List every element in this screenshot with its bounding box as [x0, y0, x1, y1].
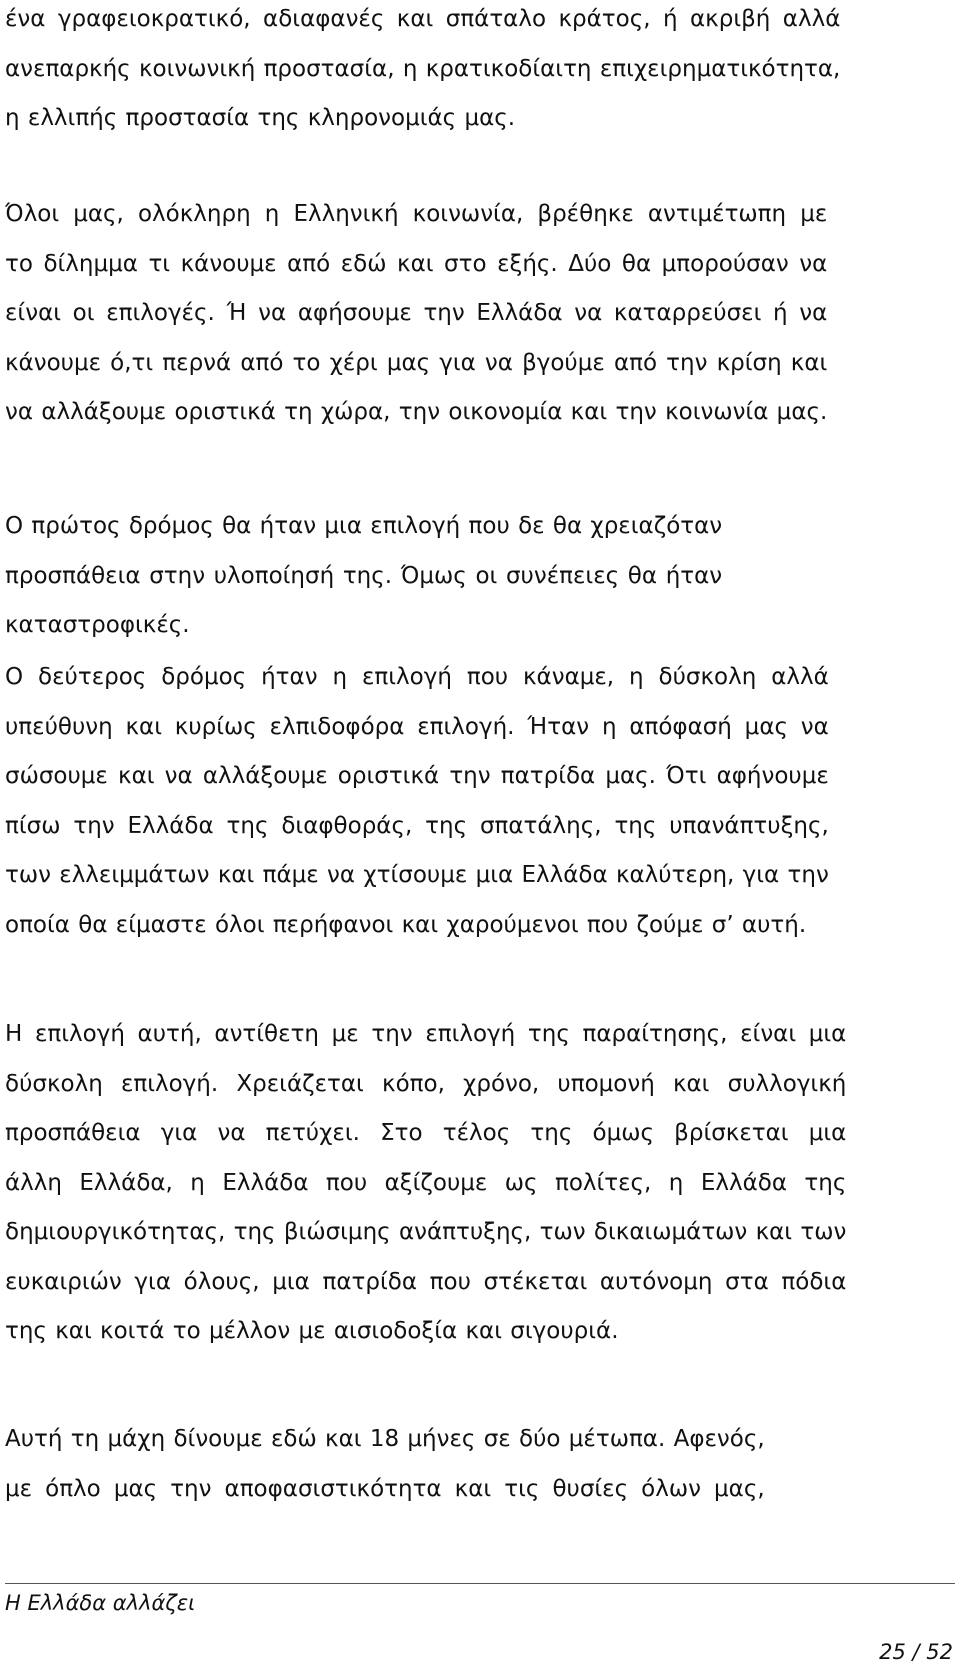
text-line: σώσουμε και να αλλάξουμε οριστικά την πατρίδα μας. Ότι αφήνουμε: [5, 763, 829, 789]
text-line: με όπλο μας την αποφασιστικότητα και τις θυσίες όλων μας,: [5, 1475, 765, 1502]
text-line: Ο δεύτερος δρόμος ήταν η επιλογή που κάναμε, η δύσκολη αλλά: [5, 664, 829, 690]
text-line: οποία θα είμαστε όλοι περήφανοι και χαρούμενοι που ζούμε σ’ αυτή.: [5, 911, 807, 938]
text-line: προσπάθεια για να πετύχει. Στο τέλος της όμως βρίσκεται μια: [5, 1120, 847, 1146]
text-line: άλλη Ελλάδα, η Ελλάδα που αξίζουμε ως πολίτες, η Ελλάδα της: [5, 1169, 847, 1196]
text-line: Ο πρώτος δρόμος θα ήταν μια επιλογή που δε θα χρειαζόταν: [5, 513, 723, 539]
text-line: ευκαιριών για όλους, μια πατρίδα που στέκεται αυτόνομη στα πόδια: [5, 1268, 847, 1295]
text-line: η ελλιπής προστασία της κληρονομιάς μας.: [5, 105, 516, 131]
footer-divider: [5, 1583, 955, 1584]
paragraph: [5, 0, 840, 144]
text-line: Αυτή τη μάχη δίνουμε εδώ και 18 μήνες σε δύο μέτωπα. Αφενός,: [5, 1426, 765, 1452]
text-line: καταστροφικές.: [5, 612, 190, 638]
paragraph: [5, 502, 722, 651]
text-line: πίσω την Ελλάδα της διαφθοράς, της σπατάλης, της υπανάπτυξης,: [5, 812, 829, 839]
text-line: κάνουμε ό,τι περνά από το χέρι μας για να βγούμε από την κρίση και: [5, 349, 828, 376]
text-line: προσπάθεια στην υλοποίησή της. Όμως οι συνέπειες θα ήταν: [5, 562, 723, 589]
paragraph: [5, 190, 827, 438]
text-line: το δίλημμα τι κάνουμε από εδώ και στο εξής. Δύο θα μπορούσαν να: [5, 250, 828, 277]
text-line: Η επιλογή αυτή, αντίθετη με την επιλογή της παραίτησης, είναι μια: [5, 1021, 847, 1047]
text-line: ανεπαρκής κοινωνική προστασία, η κρατικοδίαιτη επιχειρηματικότητα,: [5, 55, 841, 82]
text-line: δημιουργικότητας, της βιώσιμης ανάπτυξης, των δικαιωμάτων και των: [5, 1219, 847, 1245]
footer-title: Η Ελλάδα αλλάζει: [5, 1591, 196, 1615]
text-line: δύσκολη επιλογή. Χρειάζεται κόπο, χρόνο, υπομονή και συλλογική: [5, 1070, 847, 1097]
text-line: ένα γραφειοκρατικό, αδιαφανές και σπάταλο κράτος, ή ακριβή αλλά: [5, 6, 841, 32]
page-number: 25 / 52: [879, 1640, 953, 1664]
paragraph: [5, 1010, 846, 1357]
paragraph: [5, 653, 829, 950]
text-line: να αλλάξουμε οριστικά τη χώρα, την οικονομία και την κοινωνία μας.: [5, 399, 828, 425]
text-line: είναι οι επιλογές. Ή να αφήσουμε την Ελλάδα να καταρρεύσει ή να: [5, 300, 828, 326]
text-line: Όλοι μας, ολόκληρη η Ελληνική κοινωνία, βρέθηκε αντιμέτωπη με: [5, 201, 828, 227]
text-line: των ελλειμμάτων και πάμε να χτίσουμε μια Ελλάδα καλύτερη, για την: [5, 862, 829, 888]
text-line: της και κοιτά το μέλλον με αισιοδοξία και σιγουριά.: [5, 1318, 619, 1344]
paragraph: [5, 1415, 765, 1514]
text-line: υπεύθυνη και κυρίως ελπιδοφόρα επιλογή. Ήταν η απόφασή μας να: [5, 713, 829, 740]
